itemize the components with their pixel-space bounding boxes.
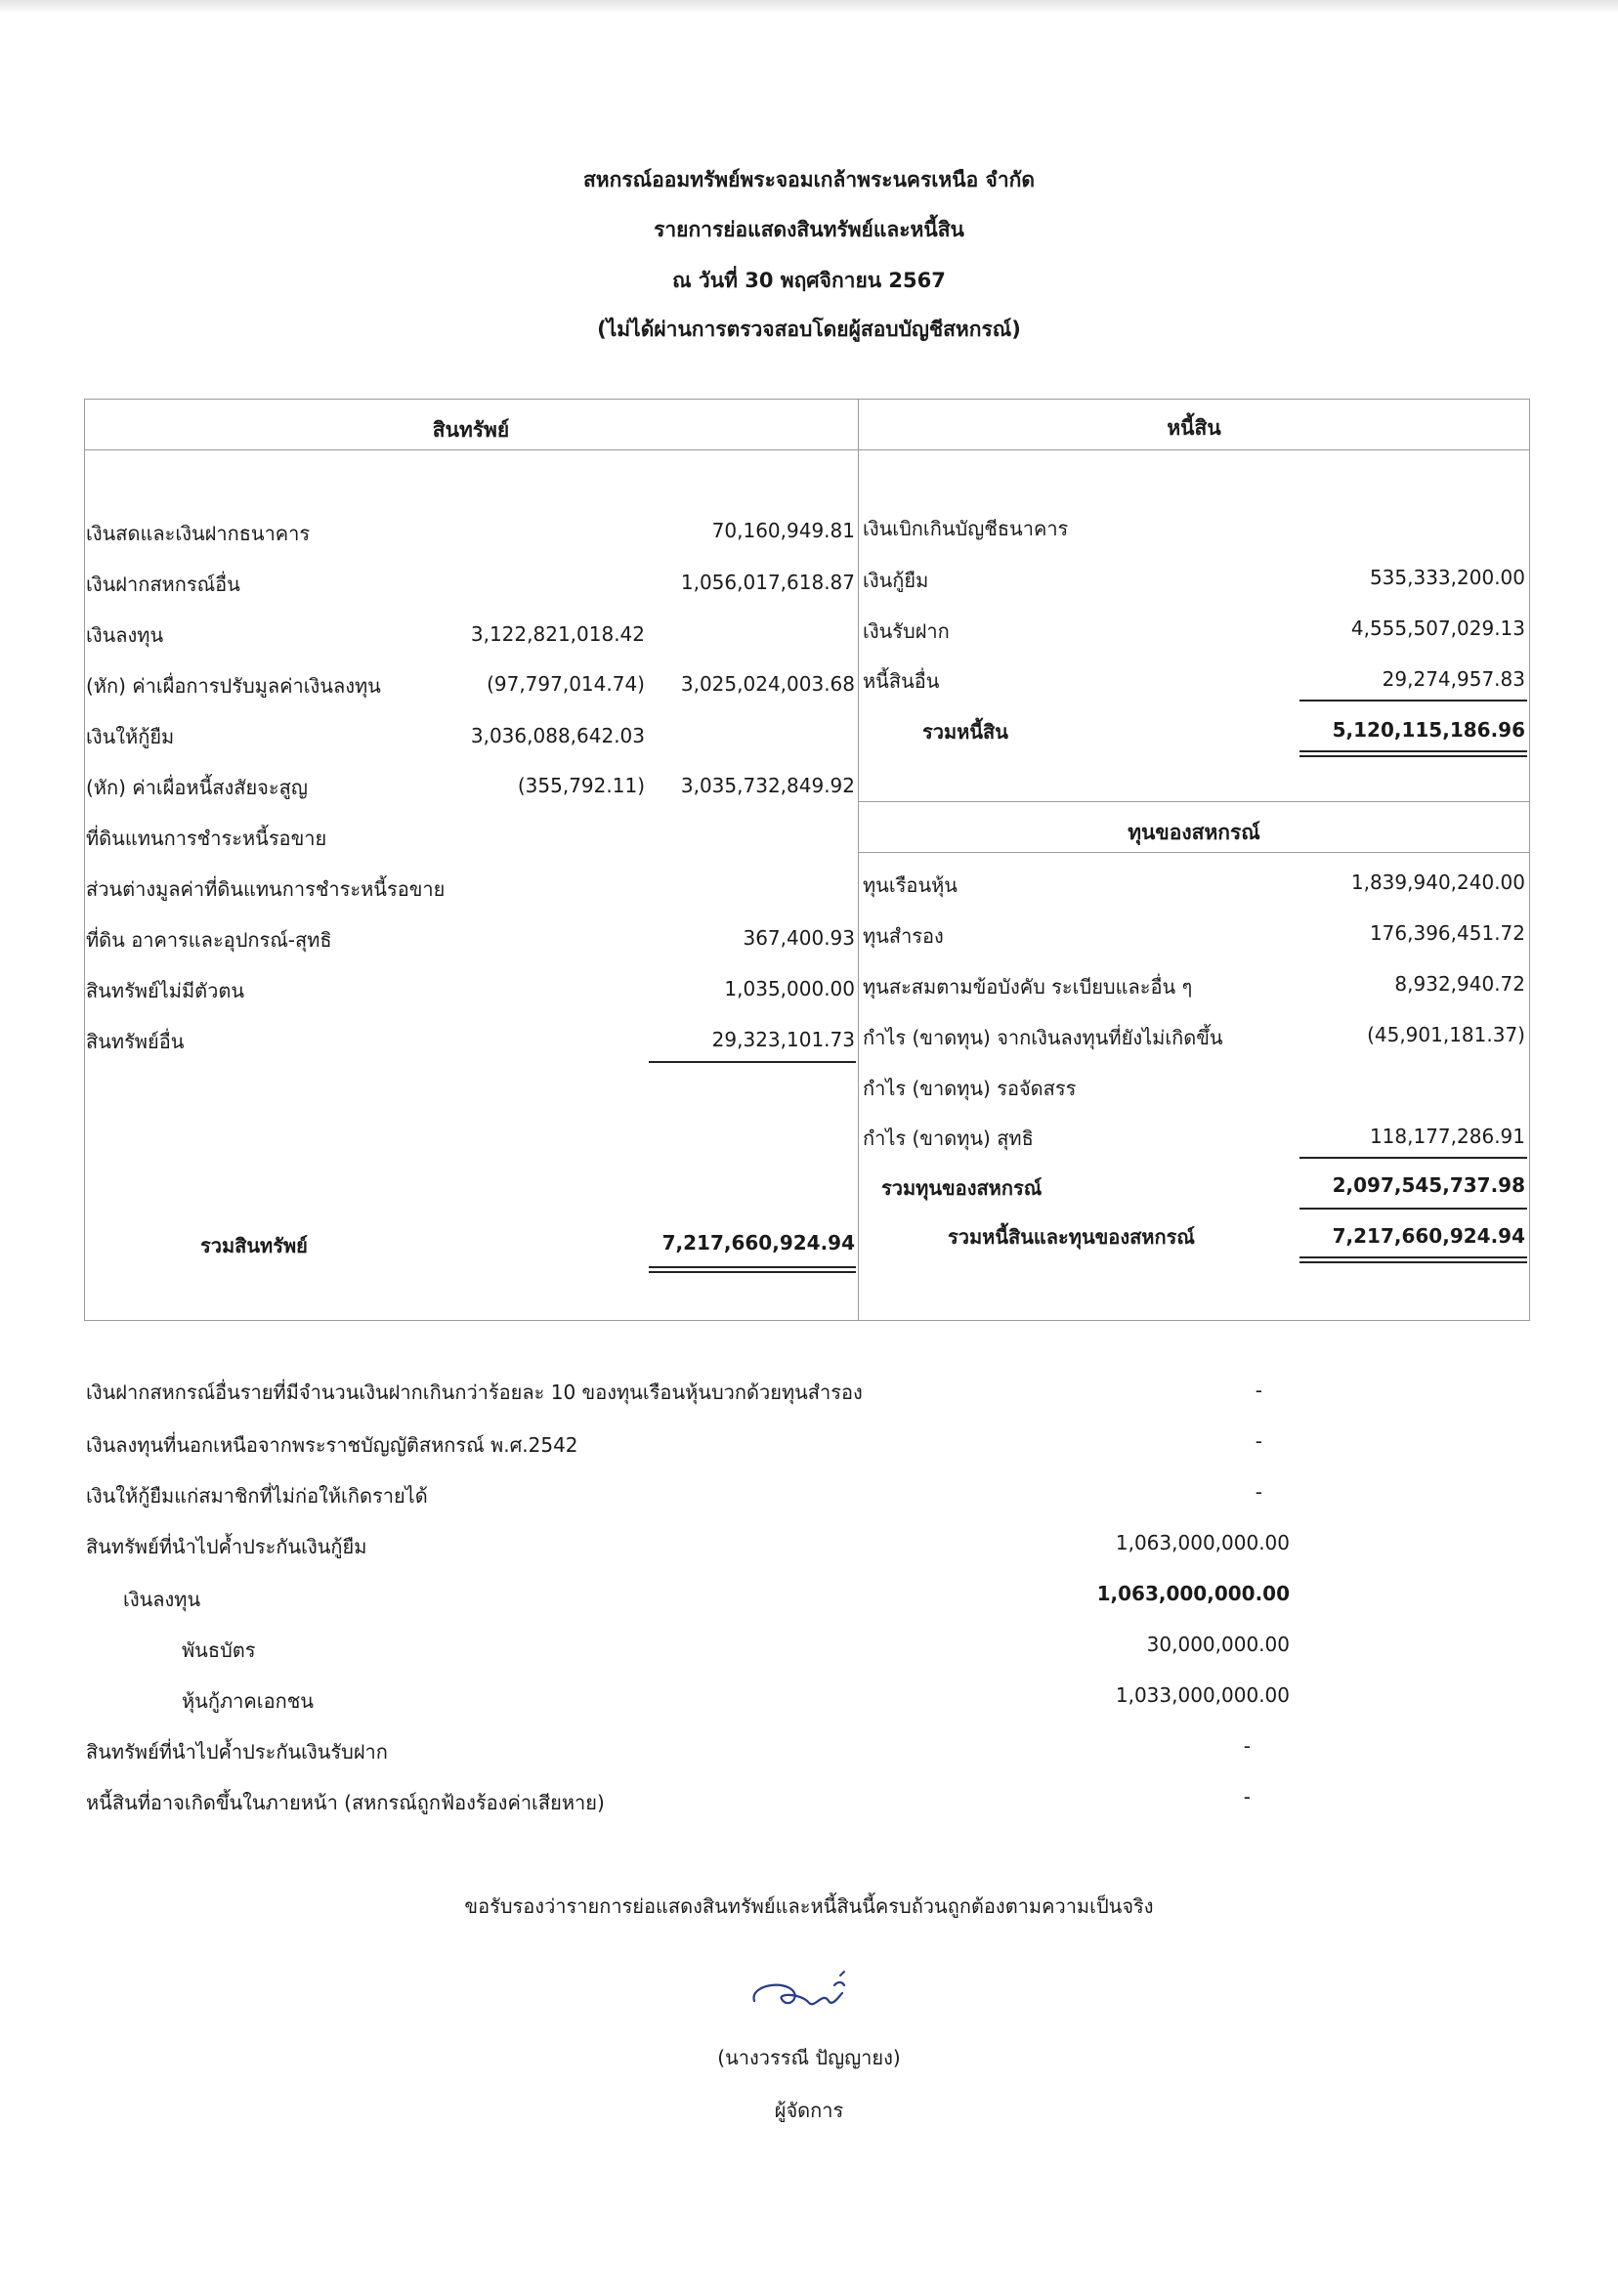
audit-note: (ไม่ได้ผ่านการตรวจสอบโดยผู้สอบบัญชีสหกรณ์) bbox=[597, 318, 1021, 341]
liabilities-total-double-rule bbox=[1299, 750, 1527, 757]
asset-label: เงินสดและเงินฝากธนาคาร bbox=[86, 522, 311, 545]
note-value: 1,063,000,000.00 bbox=[1115, 1531, 1290, 1554]
assets-total-label: รวมสินทรัพย์ bbox=[200, 1234, 308, 1257]
asset-label: ที่ดิน อาคารและอุปกรณ์-สุทธิ bbox=[86, 928, 332, 952]
liability-value: 535,333,200.00 bbox=[1369, 566, 1525, 589]
assets-subtotal-rule bbox=[649, 1061, 856, 1063]
asset-total: 70,160,949.81 bbox=[711, 519, 855, 542]
equity-total-rule bbox=[1299, 1208, 1527, 1210]
asset-label: (หัก) ค่าเผื่อการปรับมูลค่าเงินลงทุน bbox=[86, 674, 381, 698]
asset-label: เงินฝากสหกรณ์อื่น bbox=[86, 573, 240, 596]
equity-label: กำไร (ขาดทุน) รอจัดสรร bbox=[863, 1077, 1077, 1100]
asset-label: เงินลงทุน bbox=[86, 623, 164, 647]
signer-name: (นางวรรณี ปัญญายง) bbox=[717, 2046, 901, 2069]
note-label: เงินลงทุน bbox=[123, 1588, 201, 1611]
asset-total: 1,035,000.00 bbox=[724, 977, 855, 1000]
equity-value: 118,177,286.91 bbox=[1369, 1125, 1525, 1148]
asset-total: 3,035,732,849.92 bbox=[680, 774, 855, 797]
liabilities-total-value: 5,120,115,186.96 bbox=[1332, 718, 1525, 742]
equity-value: 8,932,940.72 bbox=[1394, 972, 1525, 996]
equity-label: กำไร (ขาดทุน) จากเงินลงทุนที่ยังไม่เกิดขึ้น bbox=[863, 1026, 1223, 1049]
note-label: เงินฝากสหกรณ์อื่นรายที่มีจำนวนเงินฝากเกินกว่าร้อยละ 10 ของทุนเรือนหุ้นบวกด้วยทุนสำรอง bbox=[86, 1381, 863, 1404]
equity-rule-top bbox=[858, 801, 1530, 802]
equity-label: กำไร (ขาดทุน) สุทธิ bbox=[863, 1127, 1034, 1150]
asset-label: (หัก) ค่าเผื่อหนี้สงสัยจะสูญ bbox=[86, 776, 308, 799]
note-value: 30,000,000.00 bbox=[1146, 1633, 1290, 1656]
equity-subtotal-rule bbox=[1299, 1157, 1527, 1159]
asset-total: 29,323,101.73 bbox=[711, 1028, 855, 1051]
equity-value: 1,839,940,240.00 bbox=[1350, 871, 1525, 894]
note-label: เงินลงทุนที่นอกเหนือจากพระราชบัญญัติสหกรณ์ พ.ศ.2542 bbox=[86, 1433, 578, 1457]
note-value: - bbox=[1243, 1734, 1251, 1758]
org-name: สหกรณ์ออมทรัพย์พระจอมเกล้าพระนครเหนือ จำกัด bbox=[582, 168, 1036, 191]
note-value: - bbox=[1243, 1785, 1251, 1808]
asset-total: 367,400.93 bbox=[743, 926, 855, 950]
asset-sub: (97,797,014.74) bbox=[487, 672, 645, 696]
grand-total-double-rule bbox=[1299, 1256, 1527, 1263]
scan-edge bbox=[0, 0, 1618, 14]
asset-label: ที่ดินแทนการชำระหนี้รอขาย bbox=[86, 827, 327, 850]
liabilities-heading: หนี้สิน bbox=[1167, 416, 1221, 440]
assets-total-value: 7,217,660,924.94 bbox=[661, 1231, 855, 1254]
equity-value: 176,396,451.72 bbox=[1369, 921, 1525, 945]
asset-label: ส่วนต่างมูลค่าที่ดินแทนการชำระหนี้รอขาย bbox=[86, 877, 446, 901]
equity-heading: ทุนของสหกรณ์ bbox=[1128, 821, 1260, 844]
liabilities-subtotal-rule bbox=[1299, 700, 1527, 702]
assets-total-double-rule bbox=[649, 1266, 856, 1273]
grand-total-value: 7,217,660,924.94 bbox=[1332, 1224, 1525, 1248]
note-value: - bbox=[1255, 1379, 1262, 1402]
liabilities-total-label: รวมหนี้สิน bbox=[922, 720, 1008, 744]
equity-total-label: รวมทุนของสหกรณ์ bbox=[881, 1176, 1043, 1200]
equity-total-value: 2,097,545,737.98 bbox=[1332, 1173, 1525, 1197]
asset-sub: 3,122,821,018.42 bbox=[470, 622, 645, 646]
asset-sub: 3,036,088,642.03 bbox=[470, 724, 645, 747]
asset-sub: (355,792.11) bbox=[517, 774, 645, 797]
asset-label: เงินให้กู้ยืม bbox=[86, 725, 175, 748]
note-label: สินทรัพย์ที่นำไปค้ำประกันเงินรับฝาก bbox=[86, 1740, 388, 1764]
liability-value: 29,274,957.83 bbox=[1382, 667, 1525, 691]
note-label: สินทรัพย์ที่นำไปค้ำประกันเงินกู้ยืม bbox=[86, 1535, 367, 1558]
asset-label: สินทรัพย์อื่น bbox=[86, 1030, 185, 1053]
equity-label: ทุนสำรอง bbox=[863, 924, 944, 948]
liability-value: 4,555,507,029.13 bbox=[1350, 617, 1525, 640]
note-value: 1,063,000,000.00 bbox=[1096, 1582, 1290, 1605]
liability-label: เงินกู้ยืม bbox=[863, 569, 929, 592]
signer-title: ผู้จัดการ bbox=[774, 2099, 844, 2122]
note-label: เงินให้กู้ยืมแก่สมาชิกที่ไม่ก่อให้เกิดรายได้ bbox=[86, 1484, 428, 1508]
note-label: หนี้สินที่อาจเกิดขึ้นในภายหน้า (สหกรณ์ถูกฟ้องร้องค่าเสียหาย) bbox=[86, 1791, 605, 1814]
report-title: รายการย่อแสดงสินทรัพย์และหนี้สิน bbox=[654, 218, 964, 241]
note-value: - bbox=[1255, 1429, 1262, 1453]
liability-label: เงินเบิกเกินบัญชีธนาคาร bbox=[863, 517, 1069, 540]
table-divider bbox=[858, 399, 859, 1321]
signature bbox=[745, 1964, 881, 2022]
equity-label: ทุนเรือนหุ้น bbox=[863, 873, 958, 897]
table-header-rule bbox=[84, 449, 1530, 450]
liability-label: หนี้สินอื่น bbox=[863, 669, 940, 693]
note-label: หุ้นกู้ภาคเอกชน bbox=[182, 1689, 314, 1713]
grand-total-label: รวมหนี้สินและทุนของสหกรณ์ bbox=[948, 1225, 1195, 1249]
asset-label: สินทรัพย์ไม่มีตัวตน bbox=[86, 979, 245, 1002]
note-value: 1,033,000,000.00 bbox=[1115, 1683, 1290, 1707]
certification-text: ขอรับรองว่ารายการย่อแสดงสินทรัพย์และหนี้สินนี้ครบถ้วนถูกต้องตามความเป็นจริง bbox=[464, 1894, 1154, 1918]
asset-total: 3,025,024,003.68 bbox=[680, 672, 855, 696]
equity-rule-bottom bbox=[858, 852, 1530, 853]
liability-label: เงินรับฝาก bbox=[863, 619, 950, 643]
note-value: - bbox=[1255, 1480, 1262, 1504]
assets-heading: สินทรัพย์ bbox=[432, 418, 510, 442]
equity-value: (45,901,181.37) bbox=[1367, 1023, 1525, 1046]
report-date: ณ วันที่ 30 พฤศจิกายน 2567 bbox=[672, 269, 946, 292]
equity-label: ทุนสะสมตามข้อบังคับ ระเบียบและอื่น ๆ bbox=[863, 975, 1193, 999]
note-label: พันธบัตร bbox=[182, 1638, 256, 1662]
asset-total: 1,056,017,618.87 bbox=[680, 571, 855, 594]
